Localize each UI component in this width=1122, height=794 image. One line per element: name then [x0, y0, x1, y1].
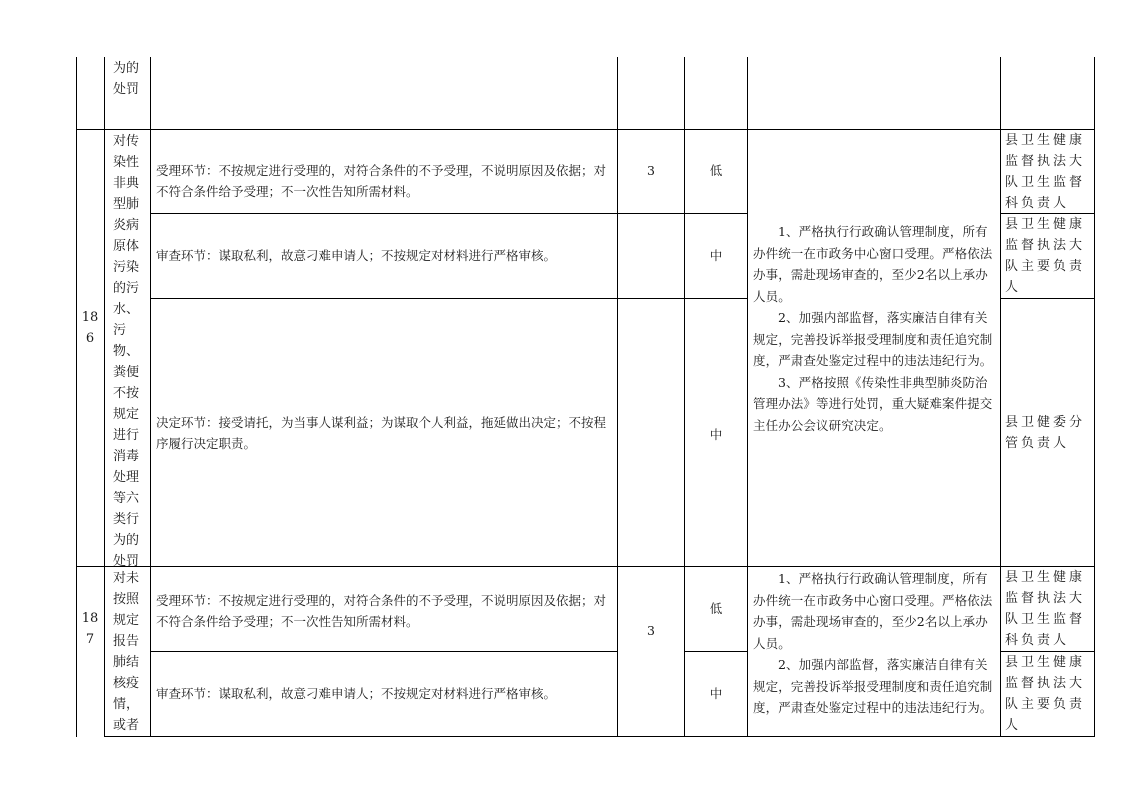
table-border [76, 129, 1095, 130]
table-border [1000, 298, 1095, 299]
measure-item: 2、加强内部监督，落实廉洁自律有关规定，完善投诉举报受理制度和责任追究制度，严肃查处鉴定过程中的违法违纪行为。 [753, 657, 993, 715]
row-number: 186 [81, 310, 99, 346]
responsible-person: 县卫生健康监督执法大队卫生监督科负责人 [1005, 133, 1086, 211]
risk-level: 中 [709, 686, 723, 701]
table-border [684, 57, 685, 737]
responsible-person: 县卫生健康监督执法大队主要负责人 [1005, 655, 1086, 733]
table-border [76, 57, 77, 737]
responsible-person: 县卫生健康监督执法大队主要负责人 [1005, 217, 1086, 295]
step-description: 决定环节：接受请托，为当事人谋利益；为谋取个人利益，拖延做出决定；不按程序履行决定职责。 [156, 415, 607, 451]
measure-item: 1、严格执行行政确认管理制度，所有办件统一在市政务中心窗口受理。严格依法办事，需赴现场审查的，至少2名以上承办人员。 [753, 224, 993, 304]
step-description: 受理环节：不按规定进行受理的，对符合条件的不予受理，不说明原因及依据；对不符合条件给予受理；不一次性告知所需材料。 [156, 593, 607, 629]
risk-level: 中 [709, 427, 723, 442]
measure-item: 1、严格执行行政确认管理制度，所有办件统一在市政务中心窗口受理。严格依法办事，需赴现场审查的，至少2名以上承办人员。 [753, 571, 993, 651]
table-border [150, 298, 747, 299]
measure-item: 3、严格按照《传染性非典型肺炎防治管理办法》等进行处罚，重大疑难案件提交主任办公会议研究决定。 [753, 374, 993, 433]
prevention-measures [753, 221, 997, 436]
table-border [150, 213, 747, 214]
table-border [684, 651, 747, 652]
item-name-cell: 为的处罚 [113, 61, 140, 97]
table-border [747, 57, 748, 737]
table-border [150, 651, 617, 652]
step-description: 受理环节：不按规定进行受理的，对符合条件的不予受理，不说明原因及依据；对不符合条件给予受理；不一次性告知所需材料。 [156, 163, 607, 199]
table-border [104, 736, 1095, 737]
risk-score: 3 [647, 163, 655, 178]
risk-level: 低 [709, 601, 723, 616]
table-border [1000, 57, 1001, 737]
table-border [104, 57, 105, 737]
table-border [150, 57, 151, 737]
step-description: 审查环节：谋取私利，故意刁难申请人；不按规定对材料进行严格审核。 [156, 248, 557, 263]
item-name-cell: 对未按照规定报告肺结核疫情，或者 [113, 571, 140, 733]
prevention-measures [753, 568, 997, 719]
risk-score: 3 [647, 623, 655, 638]
item-name-cell: 对传染性非典型肺炎病原体污染的污水、污物、粪便不按规定进行消毒处理等六类行为的处罚 [113, 134, 140, 569]
risk-level: 低 [709, 163, 723, 178]
responsible-person: 县卫健委分管负责人 [1005, 415, 1086, 451]
step-description: 审查环节：谋取私利，故意刁难申请人；不按规定对材料进行严格审核。 [156, 686, 557, 701]
risk-level: 中 [709, 248, 723, 263]
row-number: 187 [81, 611, 99, 647]
responsible-person: 县卫生健康监督执法大队卫生监督科负责人 [1005, 570, 1086, 648]
measure-item: 2、加强内部监督，落实廉洁自律有关规定，完善投诉举报受理制度和责任追究制度，严肃查处鉴定过程中的违法违纪行为。 [753, 310, 993, 368]
table-border [76, 566, 1095, 567]
